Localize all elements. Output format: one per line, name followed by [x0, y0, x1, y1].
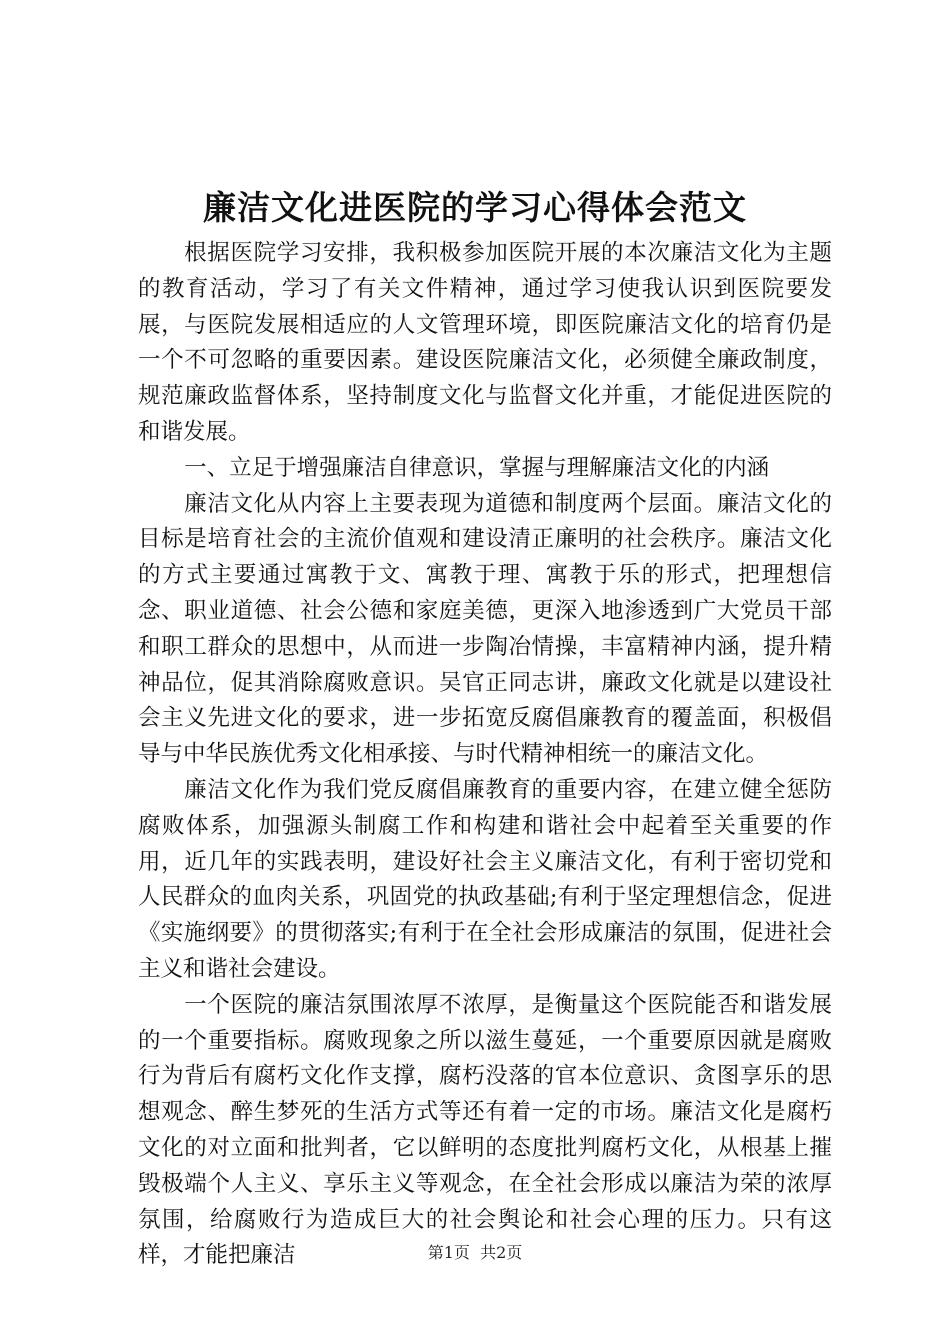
page-total: 共2页: [480, 1243, 523, 1262]
document-body: [138, 236, 832, 1274]
paragraph-content: 廉洁文化从内容上主要表现为道德和制度两个层面。廉洁文化的目标是培育社会的主流价值观和建设清正廉明的社会秩序。廉洁文化的方式主要通过寓教于文、寓教于理、寓教于乐的形式，把理想信念、职业道德、社会公德和家庭美德，更深入地渗透到广大党员干部和职工群众的思想中，从而进一步陶冶情操，丰富精神内涵，提升精神品位，促其消除腐败意识。吴官正同志讲，廉政文化就是以建设社会主义先进文化的要求，进一步拓宽反腐倡廉教育的覆盖面，积极倡导与中华民族优秀文化相承接、与时代精神相统一的廉洁文化。: [138, 490, 832, 768]
paragraph-intro: 根据医院学习安排，我积极参加医院开展的本次廉洁文化为主题的教育活动，学习了有关文件精神，通过学习使我认识到医院要发展，与医院发展相适应的人文管理环境，即医院廉洁文化的培育仍是一个不可忽略的重要因素。建设医院廉洁文化，必须健全廉政制度，规范廉政监督体系，坚持制度文化与监督文化并重，才能促进医院的和谐发展。: [138, 240, 832, 445]
paragraph-hospital: 一个医院的廉洁氛围浓厚不浓厚，是衡量这个医院能否和谐发展的一个重要指标。腐败现象之所以滋生蔓延，一个重要原因就是腐败行为背后有腐朽文化作支撑，腐朽没落的官本位意识、贪图享乐的思想观念、醉生梦死的生活方式等还有着一定的市场。廉洁文化是腐朽文化的对立面和批判者，它以鲜明的态度批判腐朽文化，从根基上摧毁极端个人主义、享乐主义等观念，在全社会形成以廉洁为荣的浓厚氛围，给腐败行为造成巨大的社会舆论和社会心理的压力。只有这样，才能把廉洁: [138, 991, 832, 1269]
page-number: 第1页: [427, 1243, 470, 1262]
page-title: 廉洁文化进医院的学习心得体会范文: [203, 188, 747, 227]
section-heading-1: 一、立足于增强廉洁自律意识，掌握与理解廉洁文化的内涵: [184, 454, 770, 481]
paragraph-importance: 廉洁文化作为我们党反腐倡廉教育的重要内容，在建立健全惩防腐败体系，加强源头制腐工作和构建和谐社会中起着至关重要的作用，近几年的实践表明，建设好社会主义廉洁文化，有利于密切党和人民群众的血肉关系，巩固党的执政基础;有利于坚定理想信念，促进《实施纲要》的贯彻落实;有利于在全社会形成廉洁的氛围，促进社会主义和谐社会建设。: [138, 776, 832, 982]
page-footer: [0, 1241, 950, 1265]
